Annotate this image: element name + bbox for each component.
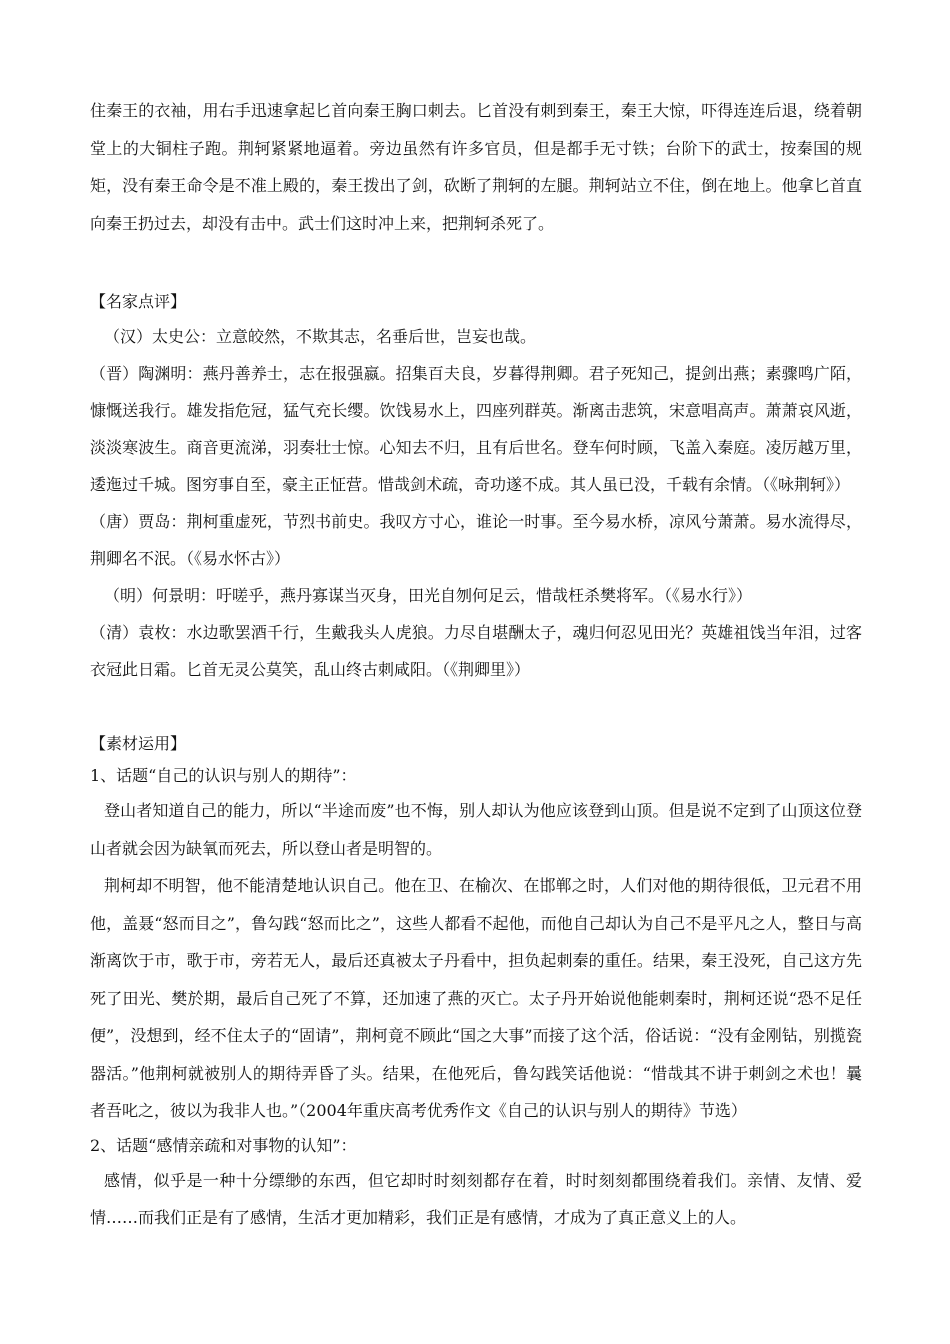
commentary-qing: （清）袁枚：水边歌罢酒千行，生戴我头人虎狼。力尽自堪酬太子，魂归何忍见田光？英雄祖饯当年泪，过客衣冠此日霜。匕首无灵公莫笑，乱山终古刺咸阳。（《荆卿里》） <box>90 623 862 679</box>
commentary-tang: （唐）贾岛：荆柯重虚死，节烈书前史。我叹方寸心，谁论一时事。至今易水桥，凉风兮萧萧。易水流得尽，荆卿名不泯。（《易水怀古》） <box>90 512 862 568</box>
topic1-paragraph-1: 登山者知道自己的能力，所以“半途而废”也不悔，别人却认为他应该登到山顶。但是说不定到了山顶这位登山者就会因为缺氧而死去，所以登山者是明智的。 <box>90 801 862 858</box>
intro-paragraph: 住秦王的衣袖，用右手迅速拿起匕首向秦王胸口刺去。匕首没有刺到秦王，秦王大惊，吓得连连后退，绕着朝堂上的大铜柱子跑。荆轲紧紧地逼着。旁边虽然有许多官员，但是都手无寸铁；台阶下的武士，按秦国的规矩，没有秦王命令是不准上殿的，秦王拨出了剑，砍断了荆轲的左腿。荆轲站立不住，倒在地上。他拿匕首直向秦王扔过去，却没有击中。武士们这时冲上来，把荆轲杀死了。 <box>90 101 862 233</box>
topic2-heading: 2、话题“感情亲疏和对事物的认知”： <box>90 1135 357 1155</box>
commentary-han: （汉）太史公：立意皎然，不欺其志，名垂后世，岂妄也哉。 <box>104 327 537 346</box>
topic1-heading: 1、话题“自己的认识与别人的期待”： <box>90 766 357 785</box>
topic2-paragraph-1: 感情，似乎是一种十分缥缈的东西，但它却时时刻刻都存在着，时时刻刻都围绕着我们。亲情、友情、爱情……而我们正是有了感情，生活才更加精彩，我们正是有感情，才成为了真正意义上的人。 <box>90 1170 862 1227</box>
topic1-paragraph-2: 荆柯却不明智，他不能清楚地认识自己。他在卫、在榆次、在邯郸之时，人们对他的期待很低，卫元君不用他，盖聂“怒而目之”，鲁勾践“怒而比之”，这些人都看不起他，而他自己却认为自己不是平凡之人，整日与高渐离饮于市，歌于市，旁若无人，最后还真被太子丹看中，担负起刺秦的重任。结果，秦王没死，自己这方先死了田光、樊於期，最后自己死了不算，还加速了燕的灭亡。太子丹开始说他能刺秦时，荆柯还说“恐不足任便”，没想到，经不住太子的“固请”，荆柯竟不顾此“国之大事”而接了这个活，俗话说：“没有金刚钻，别揽瓷器活。”他荆柯就被别人的期待弄昏了头。结果，在他死后，鲁勾践笑话他说：“惜哉其不讲于刺剑之术也！曩者吾叱之，彼以为我非人也。”（2004年重庆高考优秀作文《自己的认识与别人的期待》节选） <box>90 876 862 1120</box>
spacer <box>90 242 862 286</box>
commentary-ming: （明）何景明：吁嗟乎，燕丹寡谋当灭身，田光自刎何足云，惜哉枉杀樊将军。（《易水行》） <box>104 586 753 605</box>
spacer <box>90 688 862 728</box>
usage-heading: 【素材运用】 <box>90 734 187 753</box>
commentary-heading: 【名家点评】 <box>90 292 187 311</box>
document-page <box>90 92 862 1237</box>
commentary-jin: （晋）陶渊明：燕丹善养士，志在报强嬴。招集百夫良，岁暮得荆卿。君子死知己，提剑出燕；素骤鸣广陌，慷慨送我行。雄发指危冠，猛气充长缨。饮饯易水上，四座列群英。渐离击悲筑，宋意唱高声。萧萧哀风逝，淡淡寒波生。商音更流涕，羽奏壮士惊。心知去不归，且有后世名。登车何时顾，飞盖入秦庭。凌厉越万里，逶迤过千城。图穷事自至，豪主正怔营。惜哉剑术疏，奇功遂不成。其人虽已没，千载有余情。（《咏荆轲》） <box>90 364 862 494</box>
